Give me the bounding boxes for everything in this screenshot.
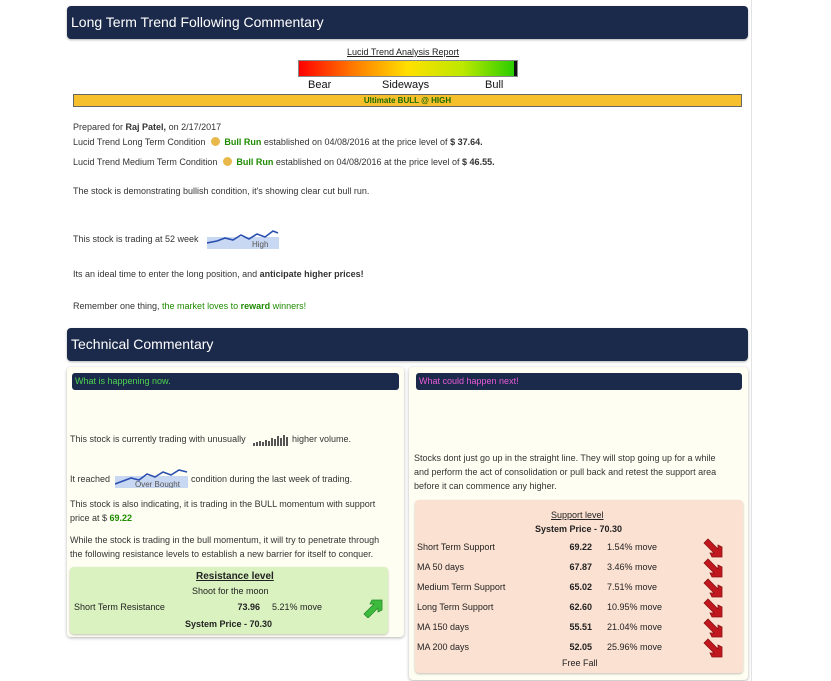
remember-green1: the market loves to [162,301,241,311]
penetrate-line1: While the stock is trading in the bull momentum, it will try to penetrate through [70,535,380,545]
support-title: Support level [551,510,604,520]
down-arrow-icon [703,578,725,598]
down-arrow-icon [703,538,725,558]
resistance-title: Resistance level [196,571,274,582]
penetrate-line2: the following resistance levels to establish a new barrier for itself to conquer. [70,549,374,559]
remember-green2: winners! [270,301,307,311]
scale-label-bear: Bear [308,79,332,91]
up-arrow-icon [362,598,384,618]
next-line3: before it can commence any higher. [414,481,557,491]
support-system-price: System Price - 70.30 [535,524,623,534]
status-banner: Ultimate BULL @ HIGH [73,94,742,107]
week52-line [73,234,199,244]
trend-gradient-bar [298,60,518,77]
long-term-label: Lucid Trend Long Term Condition [73,137,206,147]
down-arrow-icon [703,638,725,658]
remember-prefix: Remember one thing, [73,301,163,311]
medium-term-price: $ 46.55. [462,157,495,167]
prepared-for [73,122,221,132]
resistance-value: 73.96 [237,602,260,612]
long-term-price: $ 37.64. [450,137,483,147]
section-header-long-term [67,6,748,39]
resistance-system-price: System Price - 70.30 [185,619,273,629]
section-title: Long Term Trend Following Commentary [71,14,324,30]
medium-term-status: Bull Run [236,157,274,167]
volume-line [70,432,246,446]
support-row-value: 65.02 [569,582,592,592]
bullish-commentary: The stock is demonstrating bullish condition, it's showing clear cut bull run. [73,186,370,196]
right-divider [751,0,752,681]
week52-high-badge-icon [207,229,279,249]
over-bought-label: Over Bought [135,480,180,488]
medium-term-label: Lucid Trend Medium Term Condition [73,157,218,167]
momentum-line2 [70,511,132,525]
support-row-label: MA 150 days [417,622,470,632]
down-arrow-icon [703,618,725,638]
section-title: Technical Commentary [71,336,214,352]
resistance-label: Short Term Resistance [74,602,165,612]
ideal-bold: anticipate higher prices! [259,269,364,279]
reached-suffix: condition during the last week of trading. [191,474,353,484]
volume-bars-icon [253,433,289,446]
support-row-value: 55.51 [569,622,592,632]
support-row-move: 25.96% move [607,642,663,652]
ideal-time-line [73,269,364,279]
support-row-value: 52.05 [569,642,592,652]
support-row-label: MA 200 days [417,642,470,652]
long-term-condition [73,137,483,147]
support-row-move: 7.51% move [607,582,658,592]
left-panel-title: What is happening now. [72,373,399,390]
long-term-status: Bull Run [224,137,262,147]
support-row-label: Long Term Support [417,602,494,612]
status-dot-icon [211,137,220,146]
prepared-prefix: Prepared for [73,122,126,132]
week52-badge-label: High [252,240,269,249]
resistance-move: 5.21% move [272,602,323,612]
support-footer: Free Fall [562,658,598,668]
down-arrow-icon [703,598,725,618]
trend-marker [514,61,517,76]
next-line2: and perform the act of consolidation or pull back and retest the support area [414,467,717,477]
momentum-prefix: price at $ [70,513,110,523]
support-row-move: 21.04% move [607,622,663,632]
long-term-text: established on 04/08/2016 at the price level of [261,137,451,147]
medium-term-condition [73,157,495,167]
support-row-value: 62.60 [569,602,592,612]
report-title: Lucid Trend Analysis Report [347,47,460,57]
support-row-label: MA 50 days [417,562,465,572]
next-line1: Stocks dont just go up in the straight line. They will stop going up for a while [414,453,716,463]
remember-line [73,301,306,311]
support-price: 69.22 [109,513,133,523]
resistance-subtitle: Shoot for the moon [192,586,269,596]
support-row-label: Short Term Support [417,542,495,552]
client-name: Raj Patel, [125,122,167,132]
volume-prefix: This stock is currently trading with unusually [70,434,246,444]
right-panel-title: What could happen next! [416,373,742,390]
prepared-date: on 2/17/2017 [166,122,222,132]
section-header-technical [67,328,748,361]
week52-text: This stock is trading at 52 week [73,234,199,244]
down-arrow-icon [703,558,725,578]
support-row-move: 3.46% move [607,562,658,572]
reached-prefix: It reached [70,474,111,484]
support-row-move: 1.54% move [607,542,658,552]
status-dot-icon [223,157,232,166]
support-row-move: 10.95% move [607,602,663,612]
scale-label-bull: Bull [485,79,504,91]
volume-suffix: higher volume. [292,434,352,444]
support-row-value: 69.22 [569,542,592,552]
support-row-value: 67.87 [569,562,592,572]
momentum-line1: This stock is also indicating, it is trading in the BULL momentum with support [70,499,376,509]
medium-term-text: established on 04/08/2016 at the price level of [273,157,463,167]
ideal-prefix: Its an ideal time to enter the long position, and [73,269,260,279]
support-row-label: Medium Term Support [417,582,506,592]
scale-label-sideways: Sideways [382,79,430,91]
over-bought-badge-icon [115,466,188,488]
remember-bold: reward [240,301,271,311]
